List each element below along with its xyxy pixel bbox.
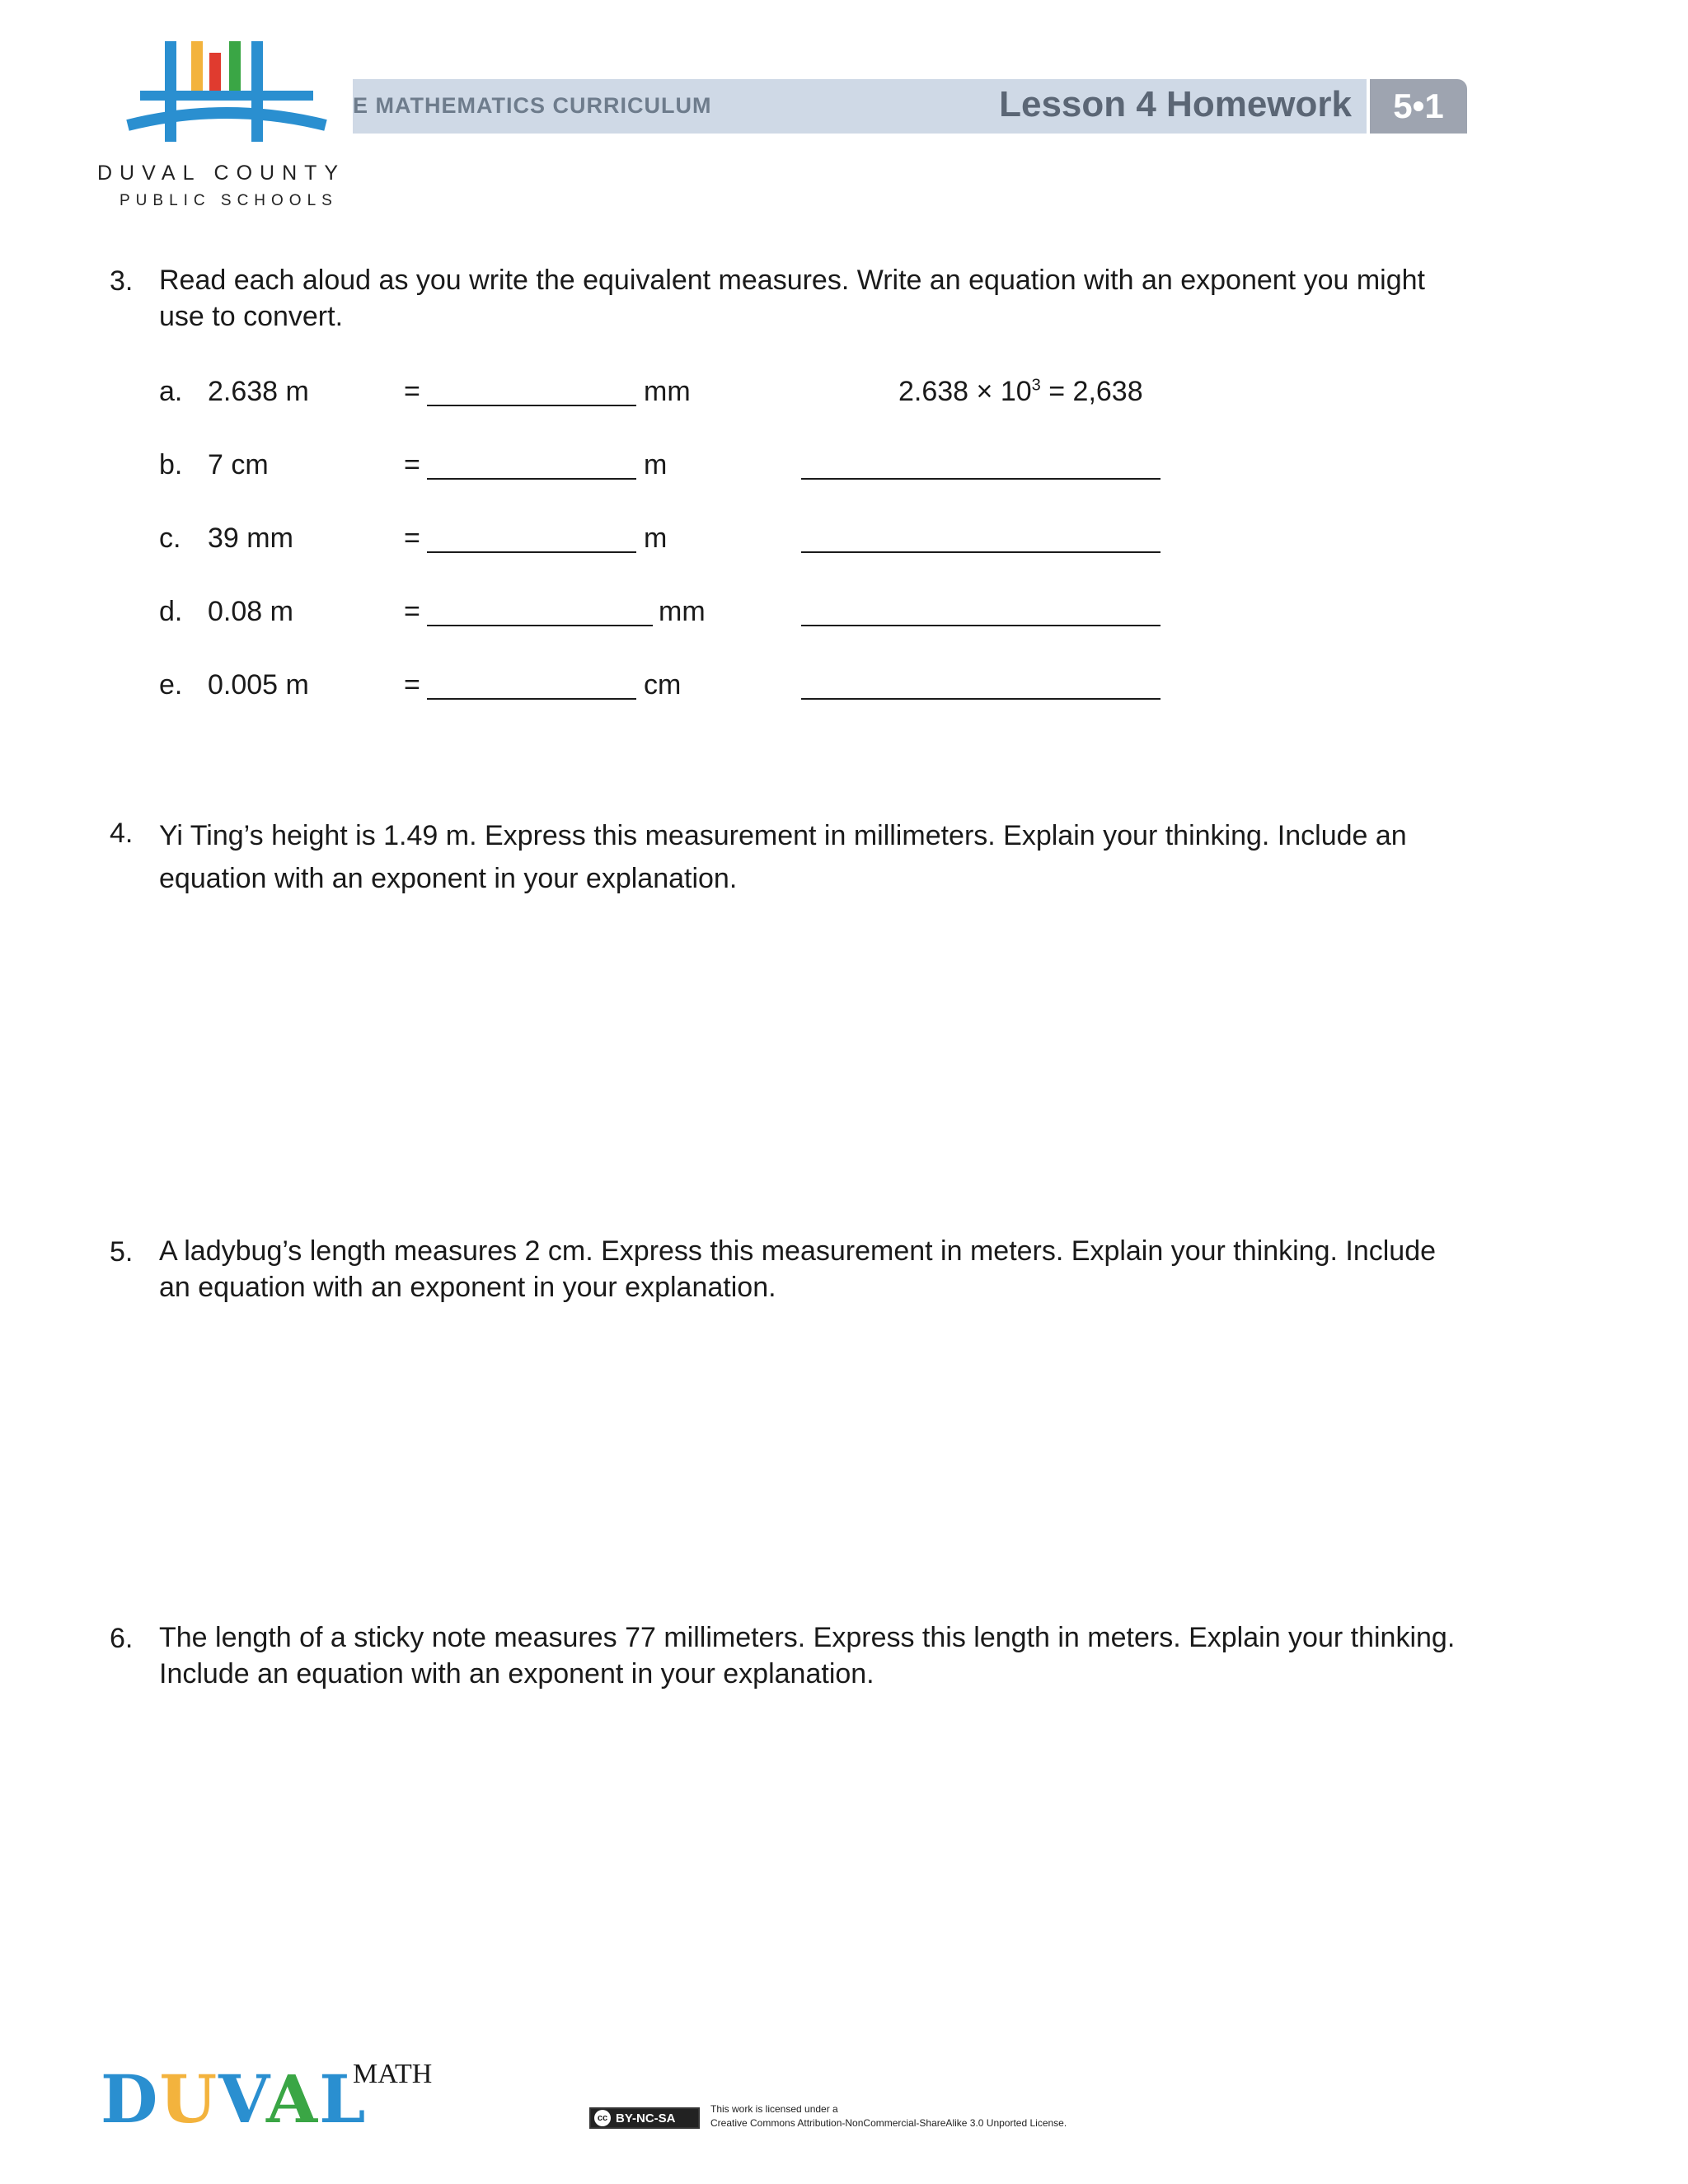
footer-math-label: MATH [353, 2059, 433, 2089]
row-equals: = [404, 376, 420, 407]
example-result: = 2,638 [1040, 376, 1143, 407]
duval-letter: A [266, 2060, 320, 2138]
duval-logo-icon [124, 35, 330, 146]
lesson-title: Lesson 4 Homework [999, 84, 1352, 124]
question-3-text [159, 262, 1425, 335]
question-3-line2: use to convert. [159, 301, 344, 332]
row-letter: c. [159, 523, 181, 554]
row-unit: cm [644, 669, 682, 701]
answer-blank[interactable] [427, 405, 636, 406]
curriculum-label: E MATHEMATICS CURRICULUM [353, 93, 712, 118]
row-equals: = [404, 669, 420, 701]
license-text [710, 2102, 1067, 2130]
question-4-line1: Yi Ting’s height is 1.49 m. Express this measurement in millimeters. Explain your thinking. Include an [159, 820, 1407, 851]
grade-badge: 5•1 [1370, 79, 1467, 134]
duval-letter: D [101, 2060, 160, 2138]
row-letter: d. [159, 596, 183, 627]
equation-blank[interactable] [801, 478, 1160, 480]
answer-blank[interactable] [427, 698, 636, 700]
row-value: 7 cm [208, 449, 269, 480]
equation-blank[interactable] [801, 698, 1160, 700]
license-line2[interactable]: Creative Commons Attribution-NonCommercial-ShareAlike 3.0 Unported License. [710, 2117, 1067, 2129]
question-6-line1: The length of a sticky note measures 77 millimeters. Express this length in meters. Explain your thinking. [159, 1622, 1456, 1653]
row-unit: mm [659, 596, 706, 627]
row-equals: = [404, 523, 420, 554]
question-6-line2: Include an equation with an exponent in your explanation. [159, 1658, 874, 1690]
cc-icon: cc [594, 2110, 611, 2126]
example-base: 2.638 × 10 [898, 376, 1032, 407]
cc-license-badge[interactable] [589, 2107, 700, 2129]
question-3-line1: Read each aloud as you write the equivalent measures. Write an equation with an exponent you might [159, 265, 1425, 296]
example-exponent: 3 [1031, 376, 1041, 395]
footer-duval-logo [101, 2060, 367, 2138]
row-value: 0.08 m [208, 596, 293, 627]
license-line1: This work is licensed under a [710, 2103, 838, 2115]
answer-blank[interactable] [427, 478, 636, 480]
equation-blank[interactable] [801, 551, 1160, 553]
logo-line2: PUBLIC SCHOOLS [120, 192, 338, 209]
cc-label: BY-NC-SA [616, 2111, 676, 2125]
row-unit: mm [644, 376, 691, 407]
row-unit: m [644, 523, 668, 554]
row-value: 2.638 m [208, 376, 309, 407]
example-equation [898, 376, 1143, 408]
question-5-number: 5. [110, 1236, 134, 1268]
question-4-text [159, 814, 1407, 900]
question-6-text [159, 1619, 1455, 1692]
question-4-line2: equation with an exponent in your explanation. [159, 863, 738, 894]
duval-letter: L [319, 2060, 368, 2138]
row-letter: b. [159, 449, 183, 480]
question-5-text [159, 1233, 1436, 1305]
answer-blank[interactable] [427, 551, 636, 553]
row-equals: = [404, 596, 420, 627]
row-letter: e. [159, 669, 183, 701]
equation-blank[interactable] [801, 625, 1160, 626]
row-letter: a. [159, 376, 183, 407]
question-5-line1: A ladybug’s length measures 2 cm. Express this measurement in meters. Explain your thinking. Include [159, 1235, 1437, 1267]
question-3-number: 3. [110, 265, 134, 297]
row-value: 39 mm [208, 523, 293, 554]
question-5-line2: an equation with an exponent in your explanation. [159, 1272, 776, 1303]
row-equals: = [404, 449, 420, 480]
row-value: 0.005 m [208, 669, 309, 701]
logo-line1: DUVAL COUNTY [97, 162, 346, 185]
question-6-number: 6. [110, 1623, 134, 1654]
row-unit: m [644, 449, 668, 480]
duval-letter: U [159, 2060, 219, 2138]
question-4-number: 4. [110, 818, 134, 849]
answer-blank[interactable] [427, 625, 653, 626]
duval-letter: V [218, 2060, 266, 2138]
